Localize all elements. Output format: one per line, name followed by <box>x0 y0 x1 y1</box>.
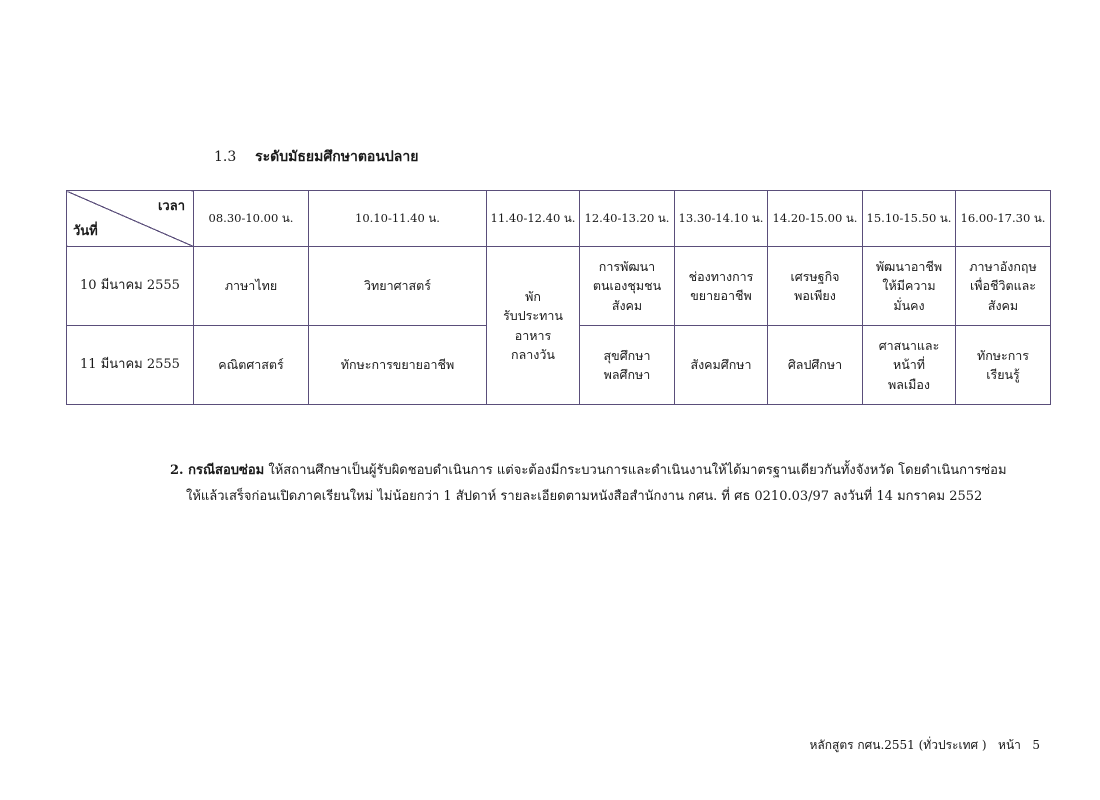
time-slot-6: 14.20-15.00 น. <box>768 191 863 247</box>
subject-line: ตนเองชุมชน <box>592 278 662 294</box>
subject-line: สังคมศึกษา <box>690 357 752 373</box>
section-number: 1.3 <box>214 149 237 165</box>
subject-cell <box>675 326 768 405</box>
subject-cell <box>675 247 768 326</box>
subject-line: พลเมือง <box>887 376 931 392</box>
time-slot-4: 12.40-13.20 น. <box>580 191 675 247</box>
subject-cell <box>580 247 675 326</box>
page-label: หน้า <box>998 738 1021 752</box>
subject-cell <box>768 326 863 405</box>
subject-line: เศรษฐกิจ <box>790 268 840 284</box>
subject-line: พอเพียง <box>794 288 836 303</box>
subject-line: หน้าที่ <box>892 357 926 373</box>
subject-cell <box>309 326 487 405</box>
lunch-line: พัก <box>525 288 541 304</box>
subject-line: มั่นคง <box>893 297 925 313</box>
subject-line: ศิลปศึกษา <box>787 357 843 373</box>
page-number: 5 <box>1032 738 1040 752</box>
date-cell: 11 มีนาคม 2555 <box>67 326 194 405</box>
subject-line: ทักษะการขยายอาชีพ <box>340 357 455 373</box>
subject-line: ช่องทางการ <box>688 268 754 284</box>
note-line-1: ให้สถานศึกษาเป็นผู้รับผิดชอบดำเนินการ แต่จะต้องมีกระบวนการและดำเนินงานให้ได้มาตรฐานเดียวกันทั้งจังหวัด โดยดำเนินการซ่อม <box>268 463 1007 478</box>
header-row <box>67 191 1051 247</box>
subject-line: พัฒนาอาชีพ <box>875 258 943 274</box>
corner-header <box>67 191 194 247</box>
subject-line: ขยายอาชีพ <box>690 288 752 303</box>
footer-text: หลักสูตร กศน.2551 (ทั่วประเทศ ) <box>809 738 987 752</box>
time-slot-7: 15.10-15.50 น. <box>863 191 956 247</box>
date-label: วันที่ <box>73 223 98 239</box>
subject-line: วิทยาศาสตร์ <box>363 278 432 294</box>
subject-line: คณิตศาสตร์ <box>218 357 284 373</box>
note-lead: 2. กรณีสอบซ่อม <box>170 463 265 478</box>
time-slot-1: 08.30-10.00 น. <box>194 191 309 247</box>
lunch-line: อาหาร <box>514 327 552 343</box>
exam-schedule-table <box>66 190 1051 405</box>
subject-line: ทักษะการ <box>976 347 1030 363</box>
subject-cell <box>956 326 1051 405</box>
subject-line: สังคม <box>611 297 643 313</box>
subject-line: ภาษาอังกฤษ <box>969 258 1037 274</box>
subject-cell <box>194 247 309 326</box>
subject-cell <box>956 247 1051 326</box>
time-slot-5: 13.30-14.10 น. <box>675 191 768 247</box>
lunch-line: กลางวัน <box>511 346 555 362</box>
subject-line: ให้มีความ <box>882 278 936 294</box>
lunch-line: รับประทาน <box>503 308 563 324</box>
subject-line: ศาสนาและ <box>878 337 940 353</box>
subject-line: สังคม <box>987 297 1019 313</box>
subject-cell <box>194 326 309 405</box>
date-cell: 10 มีนาคม 2555 <box>67 247 194 326</box>
subject-cell <box>309 247 487 326</box>
subject-line: เพื่อชีวิตและ <box>969 278 1037 294</box>
subject-line: เรียนรู้ <box>986 367 1020 382</box>
page-footer <box>809 736 1040 755</box>
subject-cell <box>768 247 863 326</box>
time-slot-3: 11.40-12.40 น. <box>487 191 580 247</box>
time-label: เวลา <box>157 199 185 214</box>
subject-cell <box>580 326 675 405</box>
subject-line: พลศึกษา <box>603 367 651 382</box>
table-row <box>67 247 1051 326</box>
time-slot-2: 10.10-11.40 น. <box>309 191 487 247</box>
section-title: ระดับมัธยมศึกษาตอนปลาย <box>255 149 419 165</box>
note-line-2: ให้แล้วเสร็จก่อนเปิดภาคเรียนใหม่ ไม่น้อยกว่า 1 สัปดาห์ รายละเอียดตามหนังสือสำนักงาน กศน. ที่ ศธ 0210.03/97 ลงวันที่ 14 มกราคม 2552 <box>186 489 983 504</box>
section-heading <box>214 146 418 168</box>
makeup-exam-note <box>170 458 1050 510</box>
subject-cell <box>863 326 956 405</box>
subject-line: ภาษาไทย <box>224 278 278 294</box>
time-slot-8: 16.00-17.30 น. <box>956 191 1051 247</box>
subject-cell <box>863 247 956 326</box>
subject-line: การพัฒนา <box>598 258 656 274</box>
lunch-break-cell <box>487 247 580 405</box>
subject-line: สุขศึกษา <box>603 347 651 363</box>
